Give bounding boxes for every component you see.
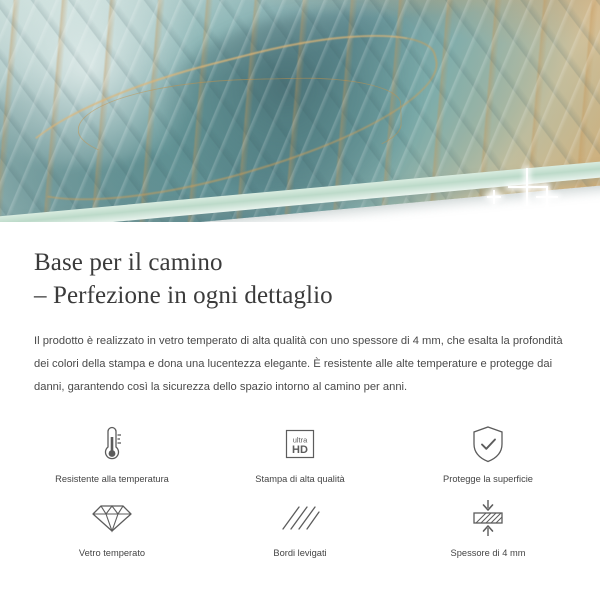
hero-canvas [0,0,600,222]
svg-text:ultra: ultra [292,435,308,445]
shield-check-icon [469,421,507,467]
thickness-arrows-icon [467,495,509,541]
feature-item-thickness [394,495,582,559]
page-title [34,222,566,312]
feature-label: Spessore di 4 mm [450,547,526,558]
feature-label: Protegge la superficie [443,473,533,484]
headline-line-2: – Perfezione in ogni dettaglio [34,282,333,309]
description-text: Il prodotto è realizzato in vetro temperato di alta qualità con uno spessore di 4 mm, che esalta la profondità dei colori della stampa e dona una lucentezza elegante. È resistente alle alte temperature e protegge dai danni, garantendo così la sicurezza dello spazio intorno al camino per anni. [34,335,563,393]
product-hero-image [0,0,600,222]
feature-label: Vetro temperato [78,547,146,558]
diamond-icon [91,495,133,541]
feature-item-polished-edges [206,495,394,559]
feature-label: Stampa di alta qualità [255,473,345,484]
feature-list [0,421,600,559]
polished-edges-icon [279,495,321,541]
feature-item-tempered-glass [18,495,206,559]
feature-label: Bordi levigati [273,547,327,558]
ultra-hd-icon [280,421,320,467]
content-block [0,222,600,399]
thermometer-icon [99,421,125,467]
feature-item-surface-protection [394,421,582,485]
feature-item-temperature [18,421,206,485]
feature-label: Resistente alla temperatura [55,473,169,484]
svg-text:HD: HD [292,443,308,456]
feature-item-print-quality [206,421,394,485]
headline-line-1: Base per il camino [34,249,223,276]
